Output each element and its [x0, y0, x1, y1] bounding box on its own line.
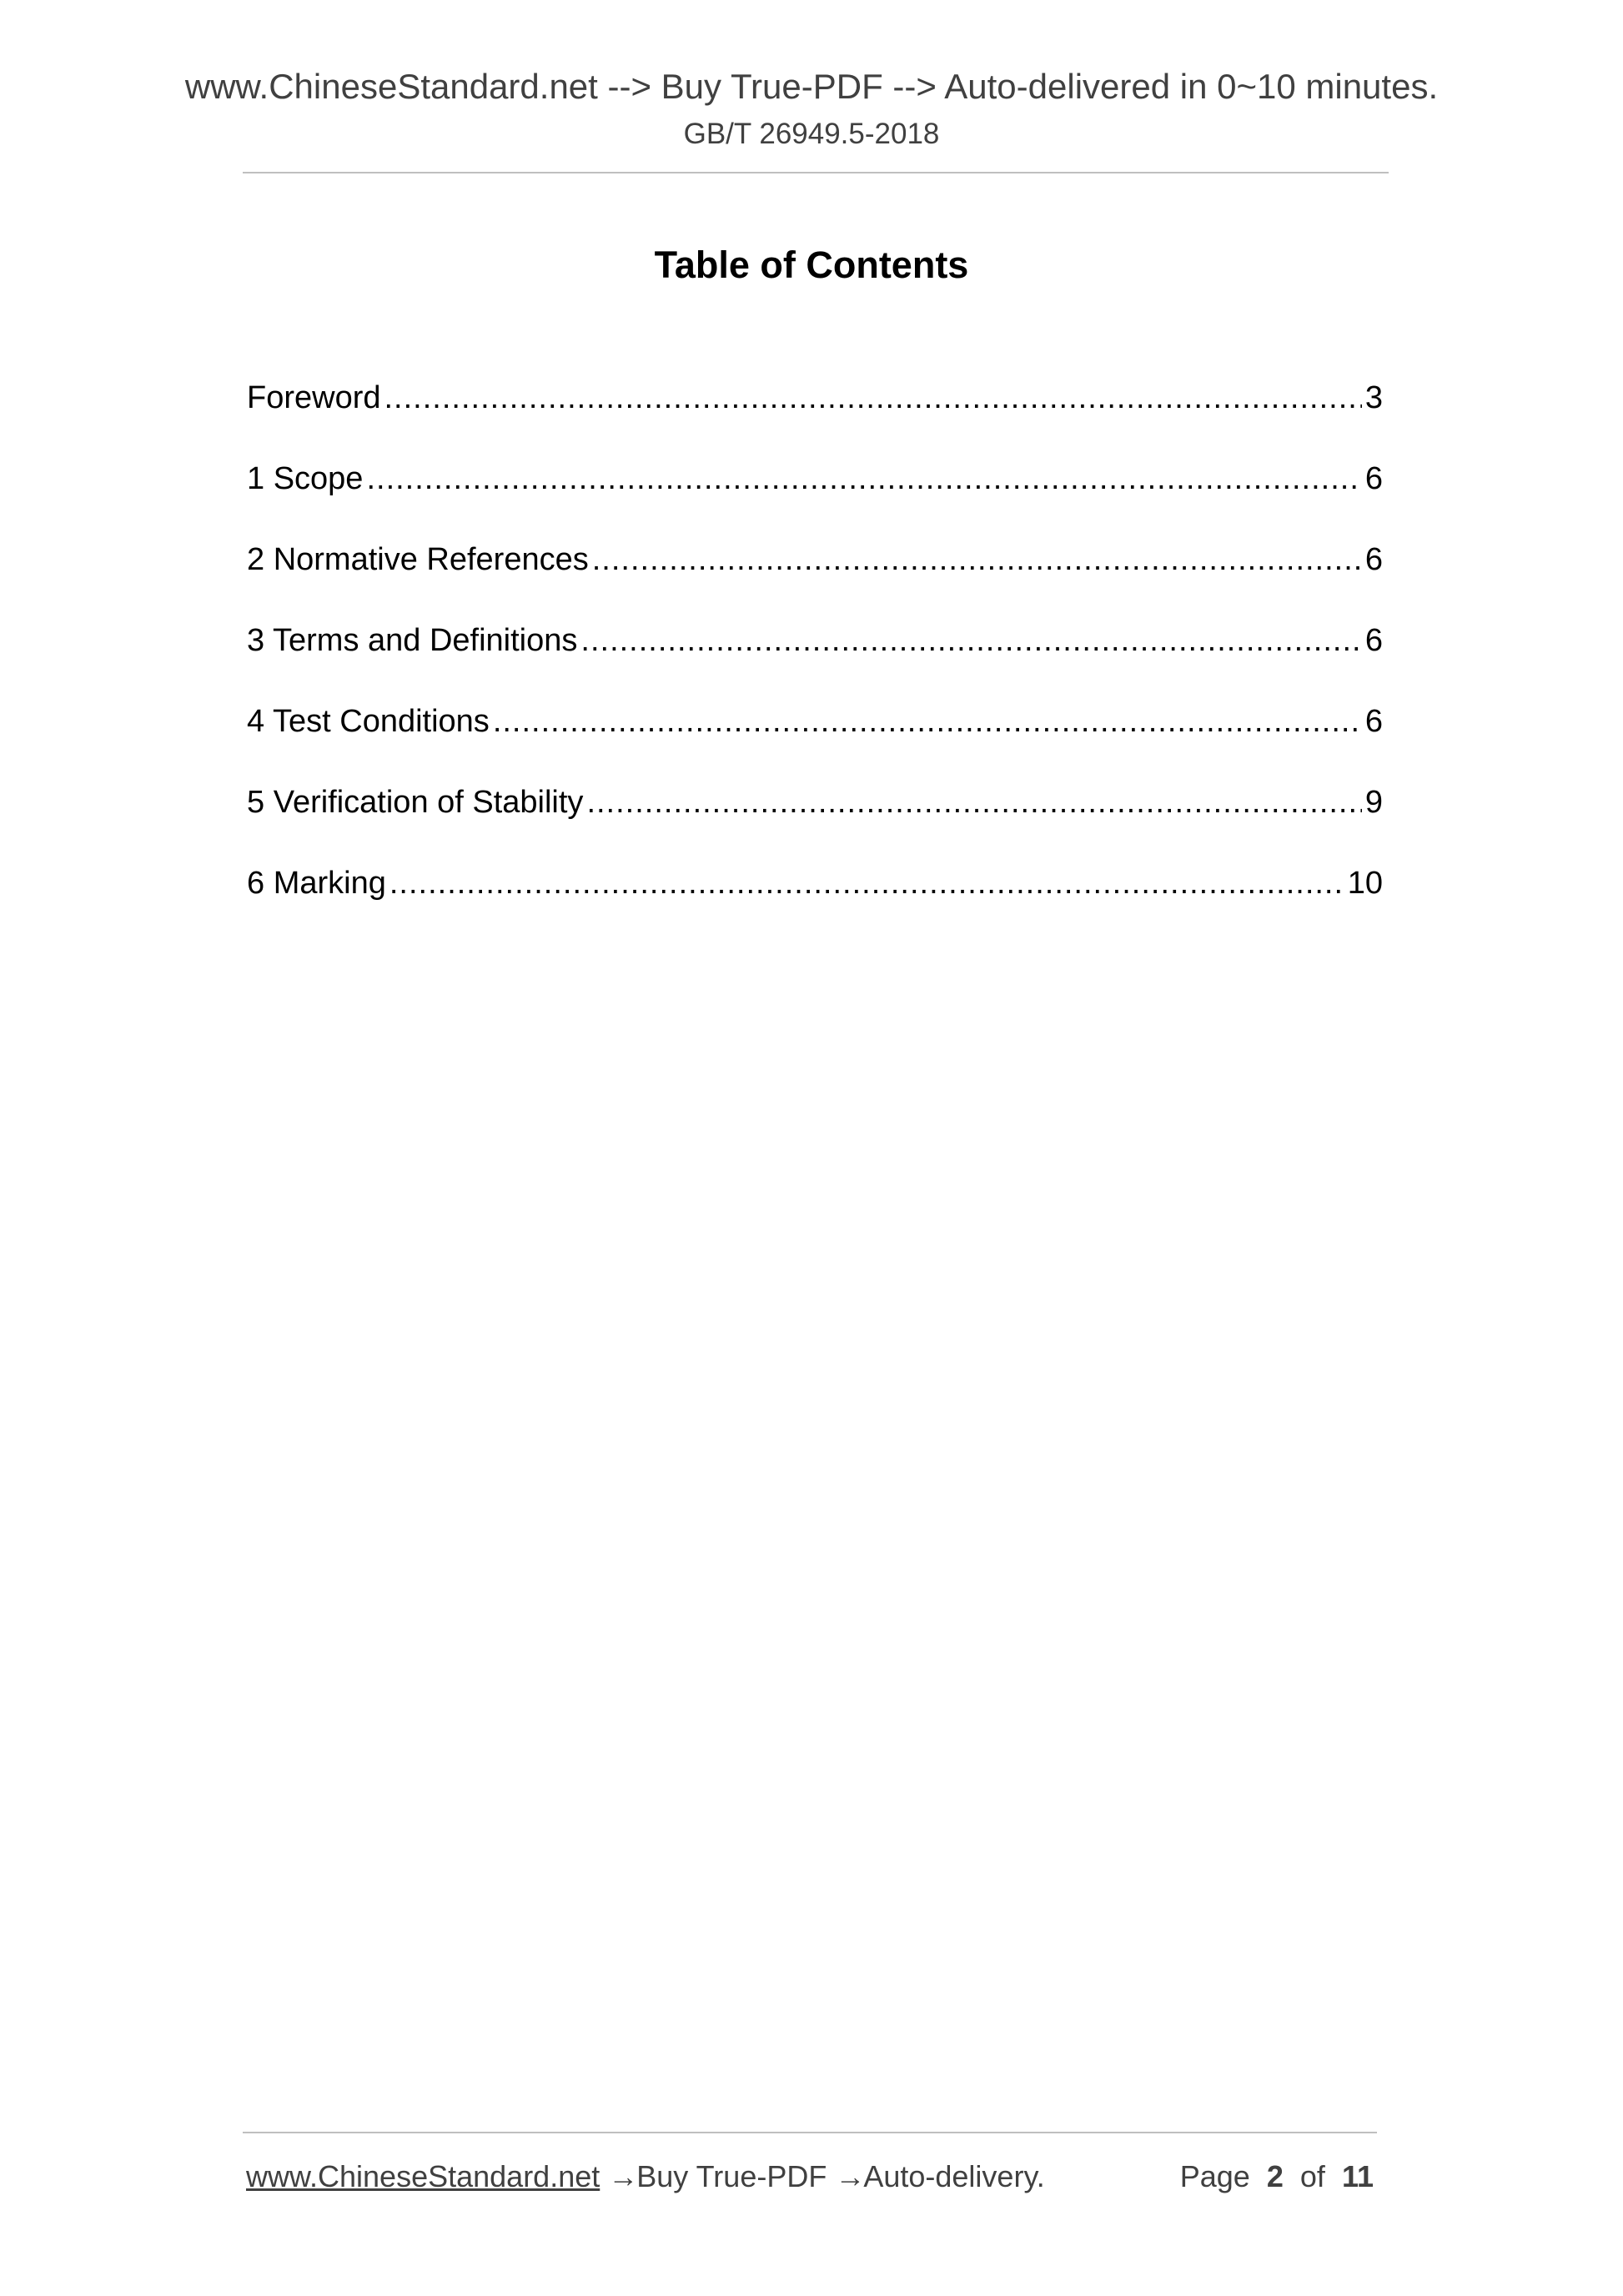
right-arrow-icon: → — [608, 2159, 639, 2193]
toc-entry-page: 9 — [1364, 785, 1383, 820]
toc-leader-dots — [389, 862, 1344, 904]
total-pages-number: 11 — [1341, 2159, 1374, 2193]
toc-entry-label: 1 Scope — [247, 461, 364, 496]
footer-delivery-text: Auto-delivery. — [863, 2159, 1045, 2193]
toc-entry-page: 3 — [1364, 380, 1383, 415]
toc-list — [247, 377, 1383, 943]
toc-entry-label: Foreword — [247, 380, 381, 415]
toc-entry-marking[interactable] — [247, 862, 1383, 943]
toc-entry-page: 10 — [1347, 866, 1383, 901]
toc-leader-dots — [366, 458, 1361, 500]
footer-divider — [243, 2132, 1377, 2133]
toc-leader-dots — [493, 701, 1362, 742]
toc-entry-verification-of-stability[interactable] — [247, 781, 1383, 862]
page-indicator — [1180, 2155, 1374, 2198]
toc-leader-dots — [586, 781, 1361, 823]
footer-promo — [246, 2155, 1045, 2198]
toc-entry-label: 2 Normative References — [247, 542, 589, 577]
header-divider — [243, 172, 1389, 173]
footer-site-link[interactable]: www.ChineseStandard.net — [246, 2159, 600, 2193]
toc-title: Table of Contents — [654, 244, 969, 286]
page-footer — [246, 2155, 1374, 2198]
toc-leader-dots — [592, 539, 1362, 580]
toc-entry-scope[interactable] — [247, 458, 1383, 539]
toc-entry-label: 4 Test Conditions — [247, 704, 490, 739]
toc-entry-page: 6 — [1364, 542, 1383, 577]
toc-entry-label: 5 Verification of Stability — [247, 785, 584, 820]
toc-entry-page: 6 — [1364, 623, 1383, 658]
toc-entry-page: 6 — [1364, 704, 1383, 739]
right-arrow-icon: → — [835, 2159, 866, 2193]
toc-entry-label: 3 Terms and Definitions — [247, 623, 578, 658]
toc-entry-page: 6 — [1364, 461, 1383, 496]
toc-entry-terms-and-definitions[interactable] — [247, 620, 1383, 701]
header-banner: www.ChineseStandard.net --> Buy True-PDF --> Auto-delivered in 0~10 minutes. — [184, 67, 1439, 106]
toc-entry-test-conditions[interactable] — [247, 701, 1383, 781]
toc-entry-label: 6 Marking — [247, 866, 386, 901]
current-page-number: 2 — [1266, 2159, 1284, 2193]
toc-leader-dots — [384, 377, 1362, 419]
toc-entry-foreword[interactable] — [247, 377, 1383, 458]
of-word: of — [1299, 2159, 1325, 2193]
footer-buy-text: Buy True-PDF — [636, 2159, 827, 2193]
toc-leader-dots — [580, 620, 1361, 661]
page-word: Page — [1179, 2159, 1250, 2193]
standard-code: GB/T 26949.5-2018 — [683, 118, 940, 150]
toc-entry-normative-references[interactable] — [247, 539, 1383, 620]
